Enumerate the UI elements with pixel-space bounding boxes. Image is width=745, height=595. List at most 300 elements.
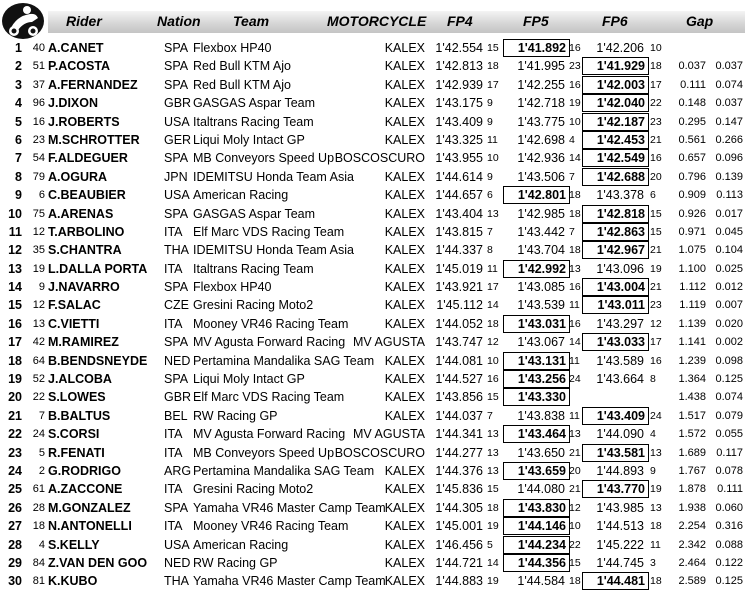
fp6-time: 1'43.004 [582,278,649,296]
fp6-time: 1'44.745 [596,555,644,570]
gap-previous: 0.111 [717,483,743,496]
fp5-laps: 10 [569,115,581,128]
table-row [0,353,745,371]
fp5-time: 1'43.256 [503,370,570,388]
rider-number: 40 [32,42,45,54]
table-row [0,279,745,297]
team-name: RW Racing GP [193,555,278,570]
fp4-time: 1'44.883 [435,574,483,589]
team-name: Mooney VR46 Racing Team [193,316,349,331]
fp6-time: 1'44.513 [596,519,644,534]
fp4-time: 1'44.376 [435,463,483,478]
fp5-time: 1'41.995 [517,59,565,74]
fp6-time: 1'42.453 [582,131,649,149]
gap-first: 1.517 [678,409,706,422]
team-name: American Racing [193,537,289,552]
table-row [0,573,745,591]
position: 23 [8,445,22,460]
fp4-time: 1'43.404 [435,206,483,221]
team-name: Italtrans Racing Team [193,114,314,129]
fp4-time: 1'44.081 [435,353,483,368]
gap-first: 1.438 [678,391,706,404]
gap-previous: 0.037 [715,97,743,110]
rider-name: F.ALDEGUER [48,151,128,166]
fp5-laps: 14 [569,152,581,165]
fp5-time: 1'44.234 [503,536,570,554]
rider-number: 16 [32,115,45,128]
fp4-time: 1'42.939 [435,77,483,92]
motorcycle: KALEX [384,243,425,258]
fp4-laps: 9 [487,170,493,183]
team-name: Pertamina Mandalika SAG Team [193,463,375,478]
fp6-time: 1'43.011 [582,296,649,314]
fp5-time: 1'42.992 [503,260,570,278]
motorcycle: KALEX [384,261,425,276]
nation-code: ITA [164,519,183,534]
rider-name: M.GONZALEZ [48,500,131,515]
nation-code: USA [164,114,190,129]
fp4-laps: 18 [487,317,499,330]
gap-previous: 0.012 [715,281,743,294]
rider-name: A.CANET [48,41,104,55]
fp4-time: 1'44.721 [435,555,483,570]
nation-code: SPA [164,335,189,350]
fp5-time: 1'44.080 [517,482,565,497]
fp4-laps: 6 [487,189,493,202]
gap-previous: 0.125 [715,575,743,588]
position: 17 [8,335,22,350]
gap-previous: 0.060 [715,501,743,514]
nation-code: NED [164,353,191,368]
nation-code: THA [164,574,189,589]
rider-name: G.RODRIGO [48,463,121,478]
rider-number: 84 [32,556,45,569]
rider-number: 28 [32,501,45,514]
fp4-time: 1'43.175 [435,96,483,111]
gap-first: 2.589 [678,575,706,588]
fp4-laps: 13 [487,464,499,477]
position: 6 [15,132,22,147]
fp6-laps: 13 [650,501,662,514]
gap-previous: 0.117 [716,446,743,459]
fp5-time: 1'43.031 [503,315,570,333]
rider-name: M.SCHROTTER [48,132,140,147]
fp4-laps: 14 [487,299,499,312]
fp5-time: 1'44.146 [503,517,570,535]
fp5-laps: 24 [569,373,581,386]
fp6-laps: 19 [650,483,662,496]
fp5-time: 1'43.830 [503,499,570,517]
team-name: Liqui Moly Intact GP [193,372,305,387]
team-name: MB Conveyors Speed Up [193,151,335,166]
fp5-time: 1'42.255 [517,77,565,92]
fp4-time: 1'44.614 [435,169,483,184]
fp6-laps: 12 [650,317,662,330]
gap-previous: 0.079 [715,409,743,422]
fp6-laps: 9 [650,464,656,477]
fp5-laps: 16 [569,78,581,91]
fp5-time: 1'43.838 [517,408,565,423]
nation-code: SPA [164,206,189,221]
fp4-laps: 7 [487,409,493,422]
gap-previous: 0.055 [715,428,743,441]
gap-first: 1.689 [678,446,706,459]
header-fp4: FP4 [447,13,473,29]
position: 2 [15,59,22,74]
fp4-time: 1'44.527 [435,372,483,387]
position: 26 [8,500,22,515]
gap-first: 1.878 [678,483,706,496]
rider-number: 61 [32,483,45,496]
table-row [0,463,745,481]
rider-number: 19 [32,262,45,275]
fp6-time: 1'43.770 [582,480,649,498]
fp6-time: 1'45.222 [596,537,644,552]
fp4-laps: 11 [487,262,498,275]
header-team: Team [233,13,270,29]
motorcycle: KALEX [384,77,425,92]
team-name: RW Racing GP [193,408,278,423]
fp4-laps: 14 [487,556,499,569]
fp6-laps: 4 [650,428,656,441]
position: 28 [8,537,22,552]
gap-first: 1.139 [678,317,706,330]
fp4-laps: 17 [487,78,499,91]
gap-previous: 0.037 [715,60,743,73]
rider-number: 81 [32,575,45,588]
motorcycle: KALEX [384,500,425,515]
fp5-laps: 18 [569,189,581,202]
rider-name: J.ROBERTS [48,114,120,129]
fp6-laps: 18 [650,575,662,588]
team-name: MB Conveyors Speed Up [193,445,335,460]
fp4-laps: 13 [487,207,499,220]
table-row [0,169,745,187]
rider-name: B.BALTUS [48,408,111,423]
fp4-laps: 9 [487,115,493,128]
nation-code: SPA [164,77,189,92]
rider-number: 6 [38,189,45,202]
fp6-time: 1'42.863 [582,223,649,241]
position: 20 [8,390,22,405]
gap-previous: 0.139 [715,170,743,183]
motorcycle: KALEX [384,96,425,111]
position: 24 [8,463,22,478]
table-row [0,58,745,76]
rider-number: 96 [32,97,45,110]
nation-code: ITA [164,427,183,442]
fp4-laps: 15 [487,42,499,54]
rider-number: 7 [38,409,45,422]
fp5-laps: 4 [569,133,575,146]
fp5-time: 1'44.356 [503,554,570,572]
fp6-time: 1'41.929 [582,57,649,75]
rider-name: T.ARBOLINO [48,224,125,239]
fp5-time: 1'43.775 [517,114,565,129]
motorcycle: KALEX [384,41,425,55]
table-row [0,518,745,536]
fp5-time: 1'43.650 [517,445,565,460]
rider-name: L.DALLA PORTA [48,261,148,276]
position: 5 [15,114,22,129]
fp5-time: 1'43.330 [503,388,570,406]
fp5-laps: 18 [569,244,581,257]
team-name: GASGAS Aspar Team [193,206,316,221]
rider-number: 22 [32,391,45,404]
fp4-time: 1'44.337 [435,243,483,258]
nation-code: SPA [164,372,189,387]
fp6-laps: 24 [650,409,662,422]
fp4-laps: 11 [487,133,498,146]
table-row [0,297,745,315]
fp5-time: 1'43.085 [517,280,565,295]
fp4-time: 1'42.813 [435,59,483,74]
team-name: Gresini Racing Moto2 [193,298,314,313]
fp5-time: 1'42.718 [517,96,565,111]
table-row [0,150,745,168]
fp4-time: 1'44.037 [435,408,483,423]
fp5-time: 1'42.985 [517,206,565,221]
fp4-laps: 15 [487,391,499,404]
fp4-time: 1'43.325 [435,132,483,147]
rider-number: 18 [32,520,45,533]
position: 18 [8,353,22,368]
motorcycle: KALEX [384,132,425,147]
gap-first: 1.767 [678,464,706,477]
header-motorcycle: MOTORCYCLE [327,13,427,29]
fp6-laps: 23 [650,115,662,128]
fp4-time: 1'43.955 [435,151,483,166]
motorcycle: KALEX [384,224,425,239]
fp6-time: 1'43.378 [596,188,644,203]
fp6-laps: 21 [650,133,662,146]
rider-name: M.RAMIREZ [48,335,119,350]
rider-name: S.CHANTRA [48,243,122,258]
nation-code: BEL [164,408,188,423]
fp5-laps: 11 [569,354,580,367]
table-row [0,40,745,58]
motorcycle: KALEX [384,280,425,295]
fp6-laps: 11 [650,538,661,551]
motorcycle: BOSCOSCURO [334,445,425,460]
gap-previous: 0.017 [715,207,743,220]
team-name: American Racing [193,188,289,203]
table-row [0,371,745,389]
gap-previous: 0.113 [716,189,743,202]
header-fp6: FP6 [602,13,628,29]
rider-name: P.ACOSTA [48,59,111,74]
fp5-time: 1'43.131 [503,352,570,370]
team-name: Flexbox HP40 [193,280,272,295]
fp5-laps: 7 [569,225,575,238]
rider-number: 5 [38,446,45,459]
header-rider: Rider [66,13,102,29]
fp6-laps: 6 [650,189,656,202]
motorcycle: KALEX [384,537,425,552]
fp4-time: 1'43.856 [435,390,483,405]
fp5-laps: 11 [569,299,580,312]
fp4-time: 1'43.921 [435,280,483,295]
fp6-laps: 21 [650,281,662,294]
table-row [0,114,745,132]
motorcycle: KALEX [384,390,425,405]
nation-code: THA [164,243,189,258]
position: 25 [8,482,22,497]
team-name: Liqui Moly Intact GP [193,132,305,147]
fp5-time: 1'43.506 [517,169,565,184]
fp6-laps: 17 [650,78,662,91]
rider-number: 75 [32,207,45,220]
fp6-laps: 16 [650,152,662,165]
gap-previous: 0.020 [715,317,743,330]
table-row [0,445,745,463]
fp6-laps: 19 [650,262,662,275]
fp5-laps: 22 [569,538,581,551]
motorcycle: KALEX [384,463,425,478]
rider-number: 4 [38,538,45,551]
rider-name: A.ZACCONE [48,482,123,497]
fp4-time: 1'44.305 [435,500,483,515]
fp5-laps: 19 [569,97,581,110]
fp5-laps: 16 [569,317,581,330]
fp6-laps: 21 [650,244,662,257]
fp4-laps: 10 [487,152,499,165]
motorcycle: KALEX [384,114,425,129]
fp4-time: 1'44.341 [435,427,483,442]
table-row [0,389,745,407]
rider-number: 51 [32,60,45,73]
fp4-time: 1'45.112 [436,298,483,313]
fp6-time: 1'43.664 [596,372,644,387]
rider-number: 42 [32,336,45,349]
gap-previous: 0.122 [715,556,743,569]
rider-name: R.FENATI [48,445,105,460]
team-name: IDEMITSU Honda Team Asia [193,169,354,184]
table-row [0,261,745,279]
rider-name: C.BEAUBIER [48,188,126,203]
nation-code: SPA [164,500,189,515]
fp6-time: 1'43.297 [596,316,644,331]
fp5-laps: 7 [569,170,575,183]
fp6-laps: 18 [650,60,662,73]
fp5-laps: 13 [569,262,581,275]
motorcycle: KALEX [384,482,425,497]
gap-first: 0.657 [678,152,706,165]
header-gap: Gap [686,13,714,29]
motorcycle: KALEX [384,188,425,203]
table-row [0,500,745,518]
fp6-laps: 10 [650,42,662,54]
fp6-laps: 8 [650,373,656,386]
position: 16 [8,316,22,331]
rider-number: 24 [32,428,45,441]
motorcycle: KALEX [384,353,425,368]
team-name: Yamaha VR46 Master Camp Team [193,574,386,589]
position: 22 [8,427,22,442]
rider-number: 23 [32,133,45,146]
gap-previous: 0.002 [715,336,743,349]
gap-first: 1.075 [678,244,706,257]
position: 19 [8,372,22,387]
fp4-laps: 17 [487,281,499,294]
rider-number: 54 [32,152,45,165]
gap-first: 2.464 [678,556,706,569]
table-row [0,77,745,95]
rider-number: 79 [32,170,45,183]
motorcycle: KALEX [384,408,425,423]
team-name: Pertamina Mandalika SAG Team [193,353,375,368]
gap-previous: 0.266 [715,133,743,146]
rider-name: J.DIXON [48,96,99,111]
fp6-time: 1'43.581 [582,444,649,462]
gap-first: 0.971 [678,225,706,238]
gap-first: 0.796 [678,170,706,183]
position: 13 [8,261,22,276]
position: 11 [8,224,22,239]
header-nation: Nation [157,13,201,29]
position: 1 [15,41,22,55]
fp6-laps: 16 [650,354,662,367]
rider-name: C.VIETTI [48,316,100,331]
fp6-time: 1'44.893 [596,463,644,478]
fp4-time: 1'45.836 [435,482,483,497]
nation-code: GBR [164,96,192,111]
team-name: MV Agusta Forward Racing [193,427,346,442]
nation-code: SPA [164,41,189,55]
position: 12 [8,243,22,258]
position: 14 [8,280,22,295]
team-name: Elf Marc VDS Racing Team [193,224,345,239]
rider-number: 52 [32,373,45,386]
nation-code: ITA [164,445,183,460]
fp6-time: 1'43.033 [582,333,649,351]
fp5-time: 1'43.464 [503,425,570,443]
table-row [0,206,745,224]
rider-number: 35 [32,244,45,257]
fp5-time: 1'44.584 [517,574,565,589]
rider-number: 37 [32,78,45,91]
table-row [0,224,745,242]
table-row [0,316,745,334]
gap-previous: 0.125 [715,373,743,386]
fp4-time: 1'43.409 [435,114,483,129]
fp5-laps: 14 [569,336,581,349]
fp4-laps: 18 [487,60,499,73]
gap-first: 1.239 [678,354,706,367]
gap-previous: 0.025 [715,262,743,275]
fp5-time: 1'41.892 [503,39,570,57]
nation-code: SPA [164,280,189,295]
gap-first: 0.111 [680,78,706,91]
fp4-laps: 13 [487,446,499,459]
gap-previous: 0.007 [715,299,743,312]
team-name: Mooney VR46 Racing Team [193,519,349,534]
position: 27 [8,519,22,534]
fp6-time: 1'43.409 [582,407,649,425]
gap-first: 2.254 [678,520,706,533]
fp5-laps: 10 [569,520,581,533]
fp4-time: 1'44.277 [435,445,483,460]
results-table [0,40,745,592]
fp6-time: 1'43.096 [596,261,644,276]
rider-name: B.BENDSNEYDE [48,353,148,368]
table-row [0,537,745,555]
rider-name: A.OGURA [48,169,108,184]
position: 4 [15,96,22,111]
motorcycle: BOSCOSCURO [334,151,425,166]
gap-previous: 0.074 [715,391,743,404]
table-row [0,95,745,113]
